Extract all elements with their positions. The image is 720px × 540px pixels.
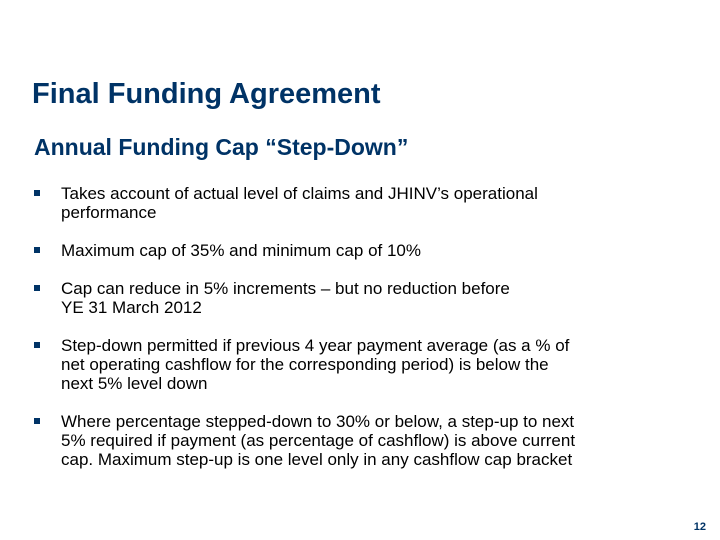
bullet-text-line: Step-down permitted if previous 4 year payment average (as a % of	[61, 336, 570, 355]
bullet-text-line: next 5% level down	[61, 374, 208, 393]
square-bullet-icon	[34, 247, 40, 253]
bullet-text-line: 5% required if payment (as percentage of cashflow) is above current	[61, 431, 576, 450]
bullet-text-line: net operating cashflow for the corresponding period) is below the	[61, 355, 549, 374]
bullet-item	[34, 184, 684, 222]
bullet-text-line: Maximum cap of 35% and minimum cap of 10%	[61, 241, 421, 260]
bullet-text-line: YE 31 March 2012	[61, 298, 202, 317]
bullet-text-line: cap. Maximum step-up is one level only in any cashflow cap bracket	[61, 450, 573, 469]
square-bullet-icon	[34, 342, 40, 348]
bullet-item	[34, 336, 684, 393]
bullet-text-line: Takes account of actual level of claims and JHINV’s operational	[61, 184, 538, 203]
square-bullet-icon	[34, 190, 40, 196]
bullet-text-line: Cap can reduce in 5% increments – but no reduction before	[61, 279, 510, 298]
bullet-list	[34, 184, 684, 488]
slide-title: Final Funding Agreement	[32, 78, 381, 110]
bullet-item	[34, 241, 684, 260]
square-bullet-icon	[34, 418, 40, 424]
bullet-item	[34, 412, 684, 469]
square-bullet-icon	[34, 285, 40, 291]
page-number: 12	[693, 521, 706, 533]
bullet-text-line: performance	[61, 203, 157, 222]
bullet-item	[34, 279, 684, 317]
slide-subtitle: Annual Funding Cap “Step-Down”	[34, 134, 409, 160]
bullet-text-line: Where percentage stepped-down to 30% or below, a step-up to next	[61, 412, 575, 431]
